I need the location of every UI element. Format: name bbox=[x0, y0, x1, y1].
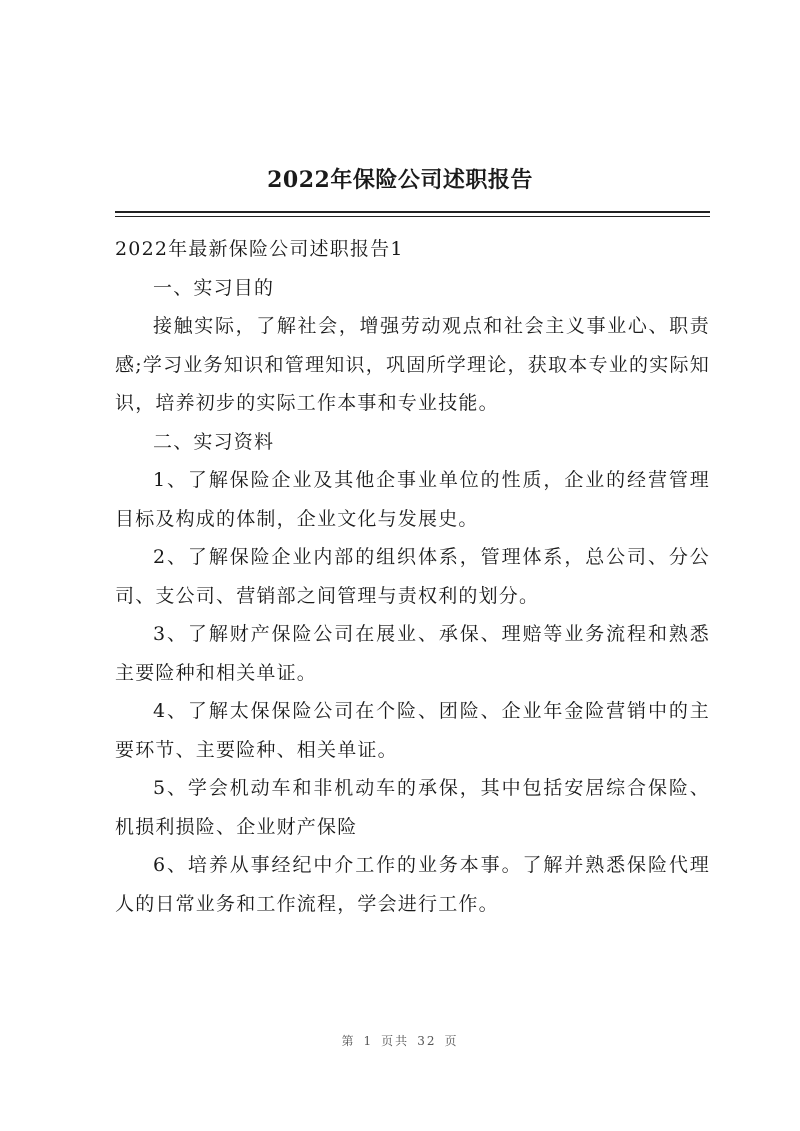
title-divider-thin bbox=[115, 216, 710, 217]
list-item-5: 5、学会机动车和非机动车的承保，其中包括安居综合保险、机损利损险、企业财产保险 bbox=[115, 777, 710, 838]
footer-current-page: 1 bbox=[363, 1034, 374, 1048]
footer-total-pages: 32 bbox=[417, 1034, 437, 1048]
title-divider-thick bbox=[115, 211, 710, 213]
section-heading-materials: 二、实习资料 bbox=[153, 430, 275, 453]
document-body bbox=[115, 230, 710, 923]
list-item-4: 4、了解太保保险公司在个险、团险、企业年金险营销中的主要环节、主要险种、相关单证。 bbox=[115, 700, 710, 761]
footer-middle: 页共 bbox=[381, 1034, 410, 1048]
footer-suffix: 页 bbox=[444, 1034, 459, 1048]
list-item-6: 6、培养从事经纪中介工作的业务本事。了解并熟悉保险代理人的日常业务和工作流程，学会进行工作。 bbox=[115, 854, 710, 915]
footer-prefix: 第 bbox=[341, 1034, 356, 1048]
section-heading-purpose: 一、实习目的 bbox=[153, 276, 275, 299]
list-item-3: 3、了解财产保险公司在展业、承保、理赔等业务流程和熟悉主要险种和相关单证。 bbox=[115, 623, 710, 684]
paragraph-purpose: 接触实际，了解社会，增强劳动观点和社会主义事业心、职责感;学习业务知识和管理知识，巩固所学理论，获取本专业的实际知识，培养初步的实际工作本事和专业技能。 bbox=[115, 315, 710, 414]
page-footer bbox=[0, 1032, 800, 1049]
list-item-1: 1、了解保险企业及其他企事业单位的性质，企业的经营管理目标及构成的体制，企业文化与发展史。 bbox=[115, 469, 710, 530]
list-item-2: 2、了解保险企业内部的组织体系，管理体系，总公司、分公司、支公司、营销部之间管理与责权利的划分。 bbox=[115, 546, 710, 607]
document-title: 2022年保险公司述职报告 bbox=[267, 167, 533, 193]
document-subtitle: 2022年最新保险公司述职报告1 bbox=[115, 238, 404, 260]
